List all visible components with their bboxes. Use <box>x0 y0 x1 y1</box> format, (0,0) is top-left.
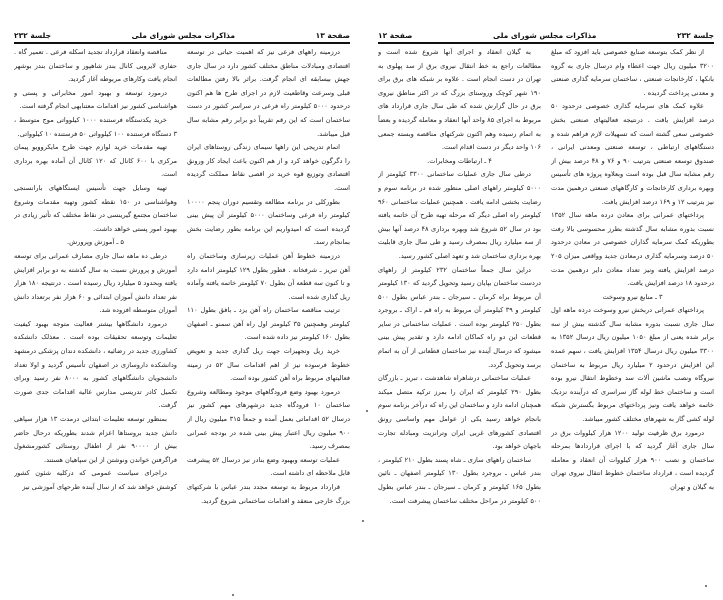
paragraph: پرداختهای عمرانی دربخش نیرو وسوخت درده ماهه اول سال جاری نسبت بدوره مشابه سال گذشته بیش از سه برابر شده یعنی از مبلغ ۱۰۵۰ میلیون ریال درسال ۱۳۵۲ به ۳۳۰۰ میلیون ریال درسال ۱۳۵۴ افزایش یافت ، سهم عمده این افزایش درحدود ۲ میلیارد ریال مربوط به ساختمان نیروگاه ونصب ماشین آلات سد وخطوط انتقال نیرو بوده است و ساختمان خط لوله گاز سراسری که درآینده نزدیک خاتمه خواهد یافت ونیز پرداختهای مربوط بگسترش شبکه لوله کشی گاز به شهرهای مختلف کشور میباشد. <box>551 306 714 424</box>
paragraph: درطی ده ماهه سال جاری مصارف عمرانی برای توسعه آموزش و پرورش نسبت به سال گذشته به دو برابر افزایش یافته وبحدود ۵ میلیارد ریال رسیده است . درنتیجه ۱۸۰ هزار نفر تعداد دانش آموزان ابتدائی و ۶۰ هزار نفر برتعداد دانش آموزان متوسطه افزوده شد. <box>14 251 177 315</box>
scan-artifact <box>366 410 368 412</box>
paragraph: تهیه مقدمات خرید لوازم جهت طرح مایکروویو پیمان مرکزی با ۶۰۰ کانال که ۱۲۰ کانال آن آماده بهره برداری است. <box>14 143 177 179</box>
paragraph: تهیه وسایل جهت تأسیس ایستگاههای بارانسنجی وهواشناسی در ۱۵۰ نقطه کشور وتهیه مقدمات وشروع ساختمان مجتمع گیرینسی در نقاط مختلف که تأثیر زیادی در بهبود امور پستی خواهد داشت. <box>14 183 177 233</box>
paragraph: ساختمان راههای سازی ـ شاه پسند بطول ۲۱۰ کیلومتر ، بندر عباس ـ بروجرد بطول ۱۳۰ کیلومتر اصفهان ـ نائین بطول ۱۶۵ کیلومتر و کرمان ـ سیرجان ـ بندر عباس بطول ۵۰۰ کیلومتر در مراحل مختلف ساختمان پیشرفت است. <box>378 455 541 505</box>
paragraph: از نظر کمک بتوسعه صنایع خصوصی باید افزود که مبلغ ۳۲۰۰ میلیون ریال جهت اعطاء وام درسال جاری به گروه بانکها ، کارخانجات صنعتی ، ساختمان سرمایه گذاری صنعتی و معدنی پرداخت گردیده . <box>551 48 714 97</box>
running-title: مذاکرات مجلس شورای ملی <box>131 31 235 40</box>
section-heading: ۳ ـ منابع نیرو وسوخت <box>602 292 663 301</box>
scan-artifact <box>362 520 364 522</box>
page-number: صفحة ۱۳ <box>315 31 350 40</box>
running-title: مذاکرات مجلس شورای ملی <box>493 31 597 40</box>
paragraph: عملیات توسعه وبهبود وضع بنادر نیز درسال ۵۲ پیشرفت قابل ملاحظه ای داشته است. <box>187 455 350 478</box>
paragraph: درمورد برق ظرفیت تولید ۱۲۰۰ هزار کیلووات برق در سال جاری آغاز گردید که با اجرای قراردادها بمرحله ساختمان و نصب ۹۰۰ هزار کیلووات آن انعقاد و معامله گردیده است ، قرارداد ساختمان خطوط انتقال نیروی تهران به گیلان و تهران <box>551 428 714 491</box>
section-heading: ۵ ـ آموزش وپرورش. <box>67 238 124 247</box>
paragraph: عملیات ساختمانی درشاهراه شاهدشت ، تبریز ـ بازرگان بطول ۲۹۰ کیلومتر که ایران را بمرز ترکیه متصل میکند همچنان ادامه دارد و ساختمان این راه که درآخر برنامه سوم بانجام خواهد رسید یکی از عوامل مهم واساسی رونق اقتصادی کشورهای غربی ایران وترانزیت ومبادله تجارت باجهان خواهد بود. <box>378 374 541 451</box>
text-column <box>14 46 177 600</box>
paragraph: ترتیب مناقصه ساختمان راه آهن یزد ـ بافق بطول ۱۱۰ کیلومتر وهمچنین ۳۵ کیلومتر اول راه آهن سمنو ـ اصفهان بطول ۱۶۰ کیلومتر نیز داده شده است. <box>187 306 350 342</box>
paragraph: به گیلان انعقاد و اجرای آنها شروع شده است و مطالعات راجع به خط انتقال نیروی برق از سد پهلوی به تهران در دست انجام است . علاوه بر شبکه های برق برای ۱۹۰ شهر کوچک وروستای بزرگ که در اکثر مناطق نیروی برق در حال گزارش شده که طی سال جاری قرارداد های مربوط به اجرای ۸۵ واحد آنها انعقاد و معامله گردیده و بعضاً به اتمام رسیده وهم اکنون شرکتهای مناقصه وبسته جمعی ۱۰۶ واحد دیگر در دست اقدام است. <box>378 48 541 152</box>
right-page-columns <box>378 46 714 600</box>
left-page-columns <box>14 46 350 600</box>
paragraph: مناقصه وانعقاد قرارداد تجدید اسکله فرعی . تعمیر گاه . حفاری لایروبی کانال بندر شاهپور و ساختمان بندر بوشهر انجام یافت وکارهای مربوطه آغاز گردید. <box>14 48 177 84</box>
paragraph: بطورکلی در برنامه مطالعه وتقسیم دوران پنجم ۱۰۰۰۰ کیلومتر راه فرعی وساختمان ۵۰۰۰ کیلومتر آن پیش بینی گردیده است که امیدواریم این برنامه بطور رضایت بخش بمانجام رسد. <box>187 197 350 247</box>
paragraph: اتمام تدریجی این راهها سیمای زندگی روستاهای ایران را دگرگون خواهد کرد و از هم اکنون باعث ایجاد کار ورونق اقتصادی وتوزیع قوه خرید در اقصی نقاط مملکت گردیده است. <box>187 143 350 192</box>
paragraph: درطی سال جاری عملیات ساختمانی ۳۳۰۰ کیلومتر از ۵۰۰۰ کیلومتر راههای اصلی منظور شده در برنامه سوم و رضایت بخشی ادامه یافت . همچنین عملیات ساختمانی ۹۶۰ کیلومتر راه اصلی دیگر که مرحله تهیه طرح آن خاتمه یافته بود در سال ۵۲ شروع شد وبهره برداری ۴۸ درصد آنها بیش از سه میلیارد ریال بمصرف رسید و طی سال جاری قابلیت بهره برداری ساختمان شد و تعهد اصلی کشور رسید. <box>378 170 541 260</box>
text-column <box>551 46 714 600</box>
paragraph: درزمینه خطوط آهن عملیات زیرسازی وساختمان راه آهن تبریز ـ شرفخانه . قطور بطول ۱۲۹ کیلومتر ادامه دارد و تا کنون سه قطعه آن بطول ۷۰ کیلومتر خاتمه یافته وآماده ریل گذاری شده است. <box>187 251 350 301</box>
paragraph: علاوه کمک های سرمایه گذاری خصوصی درحدود ۵۰ درصد افزایش یافت . درنتیجه فعالیتهای صنعتی بخش خصوصی سعی گشته است که تسهیلات لازم فراهم شده و دستگاههای ارتباطی ، توسعه صنعتی ومعدنی ایرانی ، صندوق توسعه صنعتی بترتیب ۹۰ و ۷۶ و ۴۸ درصد بیش از رقم مشابه سال قبل بوده است وبعلاوه پروژه های تأسیس وبهره برداری کارخانجات و کارگاههای صنعتی درهمین مدت نیز بترتیب ۱۲ و ۱۶۹ درصد افزایش یافت. <box>551 102 714 206</box>
scan-artifact <box>705 585 707 587</box>
paragraph: دراجرای سیاست عمومی که درکلیه شئون کشور کوشش خواهد شد که از سال آینده طرحهای آموزشی نیز <box>14 469 177 491</box>
paragraph: درمورد بهبود وضع فرودگاههای موجود ومطالعه وشروع ساختمان ۱۰ فرودگاه جدید درشهرهای مهم کشور نیز درسال ۵۲ اقداماتی بعمل آمده و جمعاً ۳۱۵ میلیون ریال از ۹۰۰ میلیون ریال اعتبار پیش بینی شده در بودجه عمرانی بمصرف رسید. <box>187 387 350 451</box>
session-number: جلسة ۲۳۲ <box>677 31 714 40</box>
paragraph: بمنظور توسعه تعلیمات ابتدائی درمدت ۱۳ هزار سپاهی دانش جدید بروستاها اعزام شدند بطوریکه درحال حاضر بیش از ۹۰۰۰۰ نفر از اطفال روستائی کشورمشغول فراگرفتن خواندن ونوشتن از این سپاهیان هستند. <box>14 415 177 464</box>
page-number: صفحة ۱۲ <box>378 31 413 40</box>
paragraph: خرید یکدستگاه فرستنده ۱۰۰۰ کیلوواتی موج متوسط ، ۳ دستگاه فرستنده ۱۰۰ کیلوواتی ۵۰ فرستنده ۱۰ کیلوواتی. <box>14 115 177 138</box>
paragraph: درمورد توسعه و بهبود امور مخابراتی و پستی و هواشناسی کشور نیز اقدامات معتنابهی انجام گرفته است. <box>14 88 177 111</box>
paragraph: دراین سال جمعاً ساختمان ۲۳۲ کیلومتر از راههای دردست ساختمان بپایان رسید وتحویل گردید که ۱۳۰ کیلومتر آن مربوط براه کرمان ـ سیرجان ـ بندر عباس بطول ۵۰۰ کیلومتر و ۳۹ کیلومتر آن مربوط به راه قم ـ اراک ـ بروجرد بطول ۲۵۰ کیلومتر بوده است . عملیات ساختمانی در سایر قطعات این دو راه کماکان ادامه دارد و تقدیر پیش بینی میشود که درسال آینده نیز ساختمان قطعاتی از آن به اتمام برسد وتحویل گردد. <box>378 265 541 369</box>
text-column <box>187 46 350 600</box>
left-page-header <box>14 26 350 44</box>
paragraph: خرید ریل وتجهیزات جهت ریل گذاری جدید و تعویض خطوط فرسوده نیز از اهم اقدامات سال ۵۲ در زمینه فعالیتهای مربوط براه آهن کشور بوده است. <box>187 347 350 383</box>
left-page <box>14 0 350 600</box>
scan-artifact <box>232 594 234 596</box>
right-page-header <box>378 26 714 44</box>
paragraph: پرداختهای عمرانی برای معادن درده ماهه سال ۱۳۵۲ نسبت بدوره مشابه سال گذشته بطرز محسوسی بالا رفت بطوریکه کمک سرمایه گذاران خصوصی در معادن درحدود ۵۰ درصد وسرمایه گذاری درمعادن جدید وواقعی میزان ۲۰۵ درصد افزایش یافته ونیز تعداد معادن دایر درهمین مدت درحدود ۱۸ درصد افزایش یافت. <box>551 211 714 288</box>
paragraph: قرارداد مربوط به توسعه مجدد بندر عباس با شرکتهای بزرگ خارجی منعقد و اقدامات ساختمانی شروع گردید. <box>187 483 350 505</box>
text-column <box>378 46 541 600</box>
session-number: جلسة ۲۳۲ <box>14 31 52 40</box>
section-heading: ۴ ـ ارتباطات ومخابرات. <box>427 156 492 165</box>
paragraph: درزمینه راههای فرعی نیز که اهمیت حیاتی در توسعه اقتصادی ومبادلات مناطق مختلف کشور دارد در سال جاری جهش بیسابقه ای انجام گرفت. براثر بالا رفتن مطالعات قبلی وسرعت وقاطعیت لازم در اجرای طرح ها هم اکنون درحدود ۵۰۰۰ کیلومتر راه فرعی در سراسر کشور در دست ساختمان است که این رقم تقریباً دو برابر رقم مشابه سال قبل میباشد. <box>187 48 350 138</box>
paragraph: درمورد دانشگاهها بیشتر فعالیت متوجه بهبود کیفیت تعلیمات وتوسعه تحقیقات بوده است . معذلک دانشکده کشاورزی جدید در رضائیه ، دانشکده دندان پزشکی درمشهد ودانشکده داروسازی در اصفهان تأسیس گردید و اولا تعداد دانشجویان دانشگاههای کشور به ۸۰۰۰ نفر رسید وبرای تکمیل کادر تدریسی مدارس عالیه اقدامات جدی صورت گرفت. <box>14 319 177 410</box>
right-page <box>378 0 714 600</box>
